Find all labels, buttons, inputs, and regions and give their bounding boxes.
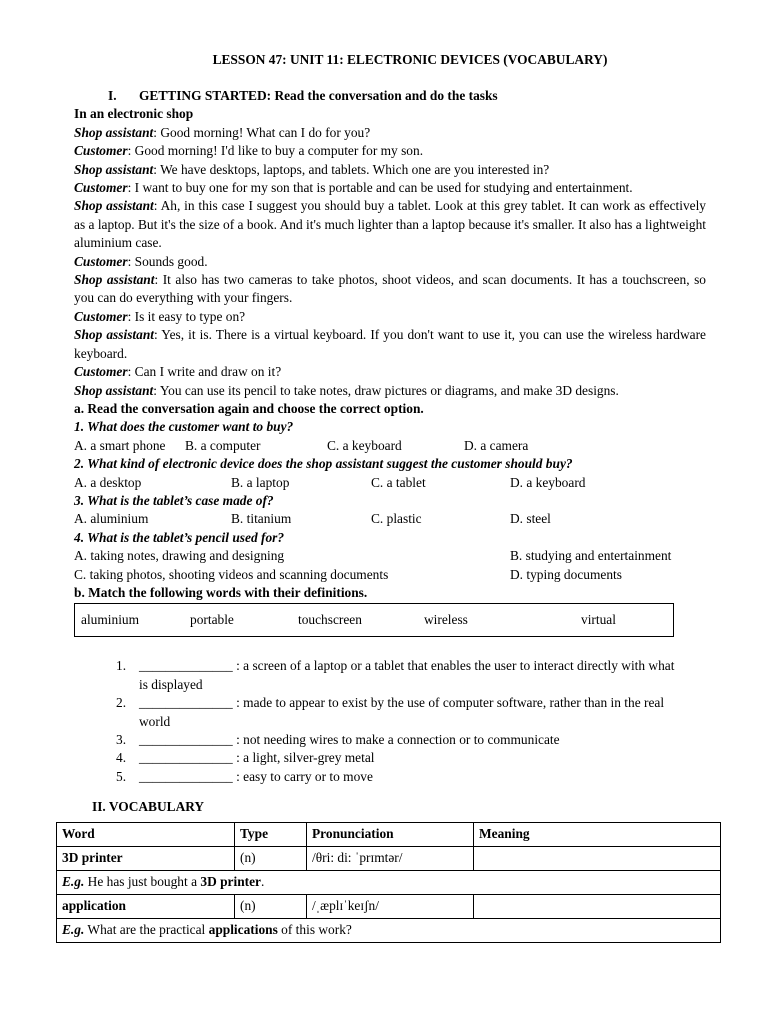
question-text: 3. What is the tablet’s case made of? bbox=[74, 492, 274, 508]
question-2 bbox=[74, 455, 706, 492]
definition-text: : a screen of a laptop or a tablet that enables the user to interact directly with what is displayed bbox=[139, 658, 675, 692]
option-b[interactable]: B. titanium bbox=[231, 511, 292, 527]
item-number: 4. bbox=[116, 750, 127, 766]
utterance: : You can use its pencil to take notes, draw pictures or diagrams, and make 3D designs. bbox=[153, 382, 619, 398]
meaning-cell[interactable] bbox=[474, 847, 721, 871]
dialogue-line bbox=[74, 161, 706, 179]
utterance: : Yes, it is. There is a virtual keyboard. If you don't want to use it, you can use the wireless hardware keyboard. bbox=[74, 327, 706, 361]
dialogue-line bbox=[74, 326, 706, 363]
definition-item bbox=[74, 694, 679, 731]
option-d[interactable]: D. typing documents bbox=[510, 566, 622, 582]
dialogue-line bbox=[74, 363, 706, 381]
speaker: Shop assistant bbox=[74, 161, 154, 177]
option-b[interactable]: B. a computer bbox=[185, 437, 261, 453]
example-row bbox=[57, 919, 721, 943]
dialogue bbox=[74, 124, 706, 400]
dialogue-line bbox=[74, 382, 706, 400]
utterance: : We have desktops, laptops, and tablets. Which one are you interested in? bbox=[153, 161, 550, 177]
utterance: : Can I write and draw on it? bbox=[127, 364, 282, 380]
speaker: Customer bbox=[74, 180, 128, 196]
example-label: E.g. bbox=[62, 922, 85, 937]
dialogue-line bbox=[74, 197, 706, 252]
answer-blank[interactable]: ______________ bbox=[139, 750, 233, 766]
definition-item bbox=[74, 768, 679, 786]
item-number: 3. bbox=[116, 731, 127, 747]
lesson-title: LESSON 47: UNIT 11: ELECTRONIC DEVICES (VOCABULARY) bbox=[212, 52, 608, 67]
option-d[interactable]: D. a camera bbox=[464, 437, 529, 453]
question-text: 1. What does the customer want to buy? bbox=[74, 419, 294, 435]
utterance: : Sounds good. bbox=[127, 253, 208, 269]
column-header: Pronunciation bbox=[307, 823, 474, 847]
word-bank bbox=[74, 603, 674, 637]
task-a-instruction: a. Read the conversation again and choose the correct option. bbox=[74, 400, 424, 416]
options-row bbox=[74, 437, 706, 455]
section-1-title: GETTING STARTED: Read the conversation and do the tasks bbox=[139, 88, 498, 103]
table-header-row bbox=[57, 823, 721, 847]
type-cell: (n) bbox=[235, 847, 307, 871]
definition-item bbox=[74, 657, 679, 694]
dialogue-setting: In an electronic shop bbox=[74, 106, 194, 122]
worksheet bbox=[74, 51, 706, 817]
speaker: Customer bbox=[74, 253, 128, 269]
word-bank-item: wireless bbox=[424, 612, 468, 628]
example-row bbox=[57, 871, 721, 895]
word-cell: application bbox=[57, 895, 235, 919]
item-number: 2. bbox=[116, 695, 127, 711]
column-header: Meaning bbox=[474, 823, 721, 847]
dialogue-line bbox=[74, 271, 706, 308]
definition-item bbox=[74, 731, 679, 749]
question-3 bbox=[74, 492, 706, 529]
table-row bbox=[57, 895, 721, 919]
word-bank-item: touchscreen bbox=[298, 612, 362, 628]
definition-text: : easy to carry or to move bbox=[232, 768, 373, 784]
utterance: : It also has two cameras to take photos, shoot videos, and scan documents. It has a touchscreen, so you can do everything with your fingers. bbox=[74, 272, 706, 306]
definition-text: : made to appear to exist by the use of computer software, rather than in the real world bbox=[139, 695, 665, 729]
answer-blank[interactable]: ______________ bbox=[139, 658, 233, 674]
word-bank-item: portable bbox=[190, 612, 234, 628]
speaker: Shop assistant bbox=[74, 198, 154, 214]
answer-blank[interactable]: ______________ bbox=[139, 768, 233, 784]
utterance: : Ah, in this case I suggest you should buy a tablet. Look at this grey tablet. It can work as effectively as a laptop. But it's the size of a book. And it's much lighter than a laptop because it's smaller. It also has a lightweight aluminium case. bbox=[74, 198, 707, 251]
speaker: Customer bbox=[74, 308, 128, 324]
example-text: What are the practical bbox=[84, 922, 209, 937]
utterance: : Good morning! I'd like to buy a computer for my son. bbox=[127, 143, 424, 159]
options-row bbox=[74, 510, 706, 528]
question-1 bbox=[74, 418, 706, 455]
section-2-heading: II. VOCABULARY bbox=[92, 799, 205, 815]
question-text: 4. What is the tablet’s pencil used for? bbox=[74, 529, 285, 545]
options-row bbox=[74, 566, 706, 584]
option-a[interactable]: A. a smart phone bbox=[74, 437, 166, 453]
example-label: E.g. bbox=[62, 874, 85, 889]
option-c[interactable]: C. a tablet bbox=[371, 474, 426, 490]
word-cell: 3D printer bbox=[57, 847, 235, 871]
word-bank-item: aluminium bbox=[81, 612, 140, 628]
definition-item bbox=[74, 749, 679, 767]
option-b[interactable]: B. studying and entertainment bbox=[510, 548, 672, 564]
definition-text: : a light, silver-grey metal bbox=[232, 750, 375, 766]
question-4 bbox=[74, 529, 706, 584]
word-bank-item: virtual bbox=[581, 612, 616, 628]
option-c[interactable]: C. plastic bbox=[371, 511, 422, 527]
options-row bbox=[74, 547, 706, 565]
column-header: Type bbox=[235, 823, 307, 847]
example-text: He has just bought a bbox=[84, 874, 201, 889]
column-header: Word bbox=[57, 823, 235, 847]
example-text: . bbox=[261, 874, 265, 889]
example-keyword: applications bbox=[208, 922, 278, 937]
option-a[interactable]: A. taking notes, drawing and designing bbox=[74, 548, 285, 564]
dialogue-line bbox=[74, 308, 706, 326]
speaker: Shop assistant bbox=[74, 382, 154, 398]
option-a[interactable]: A. aluminium bbox=[74, 511, 149, 527]
speaker: Shop assistant bbox=[74, 272, 155, 288]
option-d[interactable]: D. steel bbox=[510, 511, 551, 527]
dialogue-line bbox=[74, 124, 706, 142]
example-cell bbox=[57, 919, 721, 943]
example-text: of this work? bbox=[277, 922, 352, 937]
task-b-instruction: b. Match the following words with their definitions. bbox=[74, 584, 368, 600]
item-number: 1. bbox=[116, 658, 127, 674]
dialogue-line bbox=[74, 253, 706, 271]
options-row bbox=[74, 474, 706, 492]
utterance: : Is it easy to type on? bbox=[127, 308, 246, 324]
speaker: Customer bbox=[74, 143, 128, 159]
speaker: Shop assistant bbox=[74, 124, 154, 140]
answer-blank[interactable]: ______________ bbox=[139, 695, 233, 711]
vocabulary-table bbox=[56, 822, 721, 943]
speaker: Customer bbox=[74, 364, 128, 380]
definitions-list bbox=[74, 657, 706, 786]
utterance: : Good morning! What can I do for you? bbox=[153, 124, 371, 140]
item-number: 5. bbox=[116, 768, 127, 784]
speaker: Shop assistant bbox=[74, 327, 154, 343]
dialogue-line bbox=[74, 142, 706, 160]
option-a[interactable]: A. a desktop bbox=[74, 474, 142, 490]
example-keyword: 3D printer bbox=[200, 874, 261, 889]
pronunciation-cell: /ˌæplɪˈkeɪʃn/ bbox=[307, 895, 474, 919]
table-row bbox=[57, 847, 721, 871]
question-text: 2. What kind of electronic device does the shop assistant suggest the customer should buy? bbox=[74, 456, 573, 472]
utterance: : I want to buy one for my son that is portable and can be used for studying and entertainment. bbox=[127, 180, 633, 196]
answer-blank[interactable]: ______________ bbox=[139, 731, 233, 747]
type-cell: (n) bbox=[235, 895, 307, 919]
option-d[interactable]: D. a keyboard bbox=[510, 474, 586, 490]
option-c[interactable]: C. taking photos, shooting videos and scanning documents bbox=[74, 566, 389, 582]
option-b[interactable]: B. a laptop bbox=[231, 474, 290, 490]
meaning-cell[interactable] bbox=[474, 895, 721, 919]
option-c[interactable]: C. a keyboard bbox=[327, 437, 402, 453]
dialogue-line bbox=[74, 179, 706, 197]
definition-text: : not needing wires to make a connection or to communicate bbox=[232, 731, 560, 747]
pronunciation-cell: /θri: di: ˈprɪmtər/ bbox=[307, 847, 474, 871]
section-1-number: I. bbox=[108, 88, 117, 103]
example-cell bbox=[57, 871, 721, 895]
section-1-heading bbox=[74, 87, 706, 105]
